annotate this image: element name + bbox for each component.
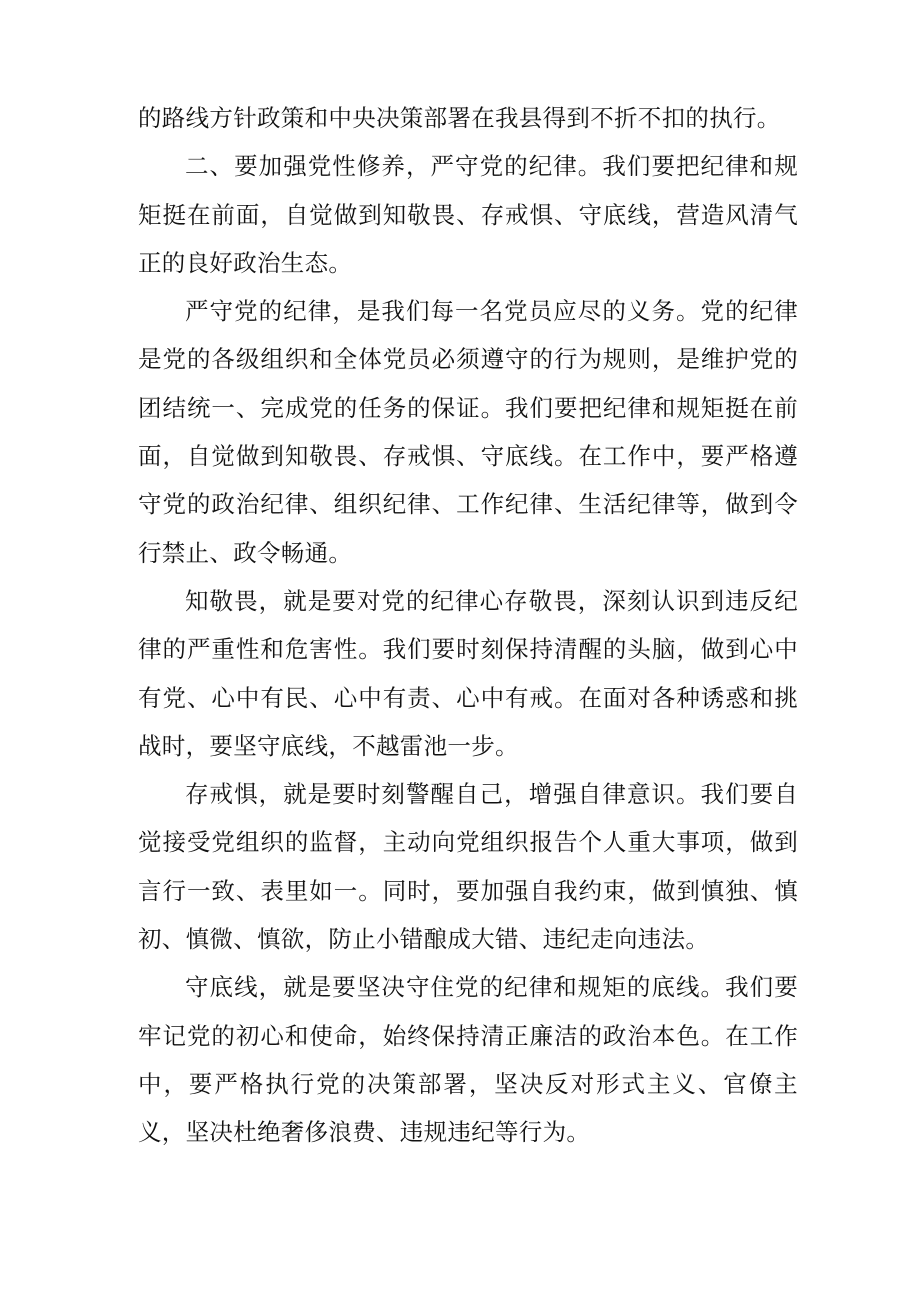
document-body (138, 94, 798, 1157)
paragraph-discipline: 严守党的纪律，是我们每一名党员应尽的义务。党的纪律是党的各级组织和全体党员必须遵守的行为规则，是维护党的团结统一、完成党的任务的保证。我们要把纪律和规矩挺在前面，自觉做到知敬畏、存戒惧、守底线。在工作中，要严格遵守党的政治纪律、组织纪律、工作纪律、生活纪律等，做到令行禁止、政令畅通。 (138, 297, 798, 567)
paragraph-reverence: 知敬畏，就是要对党的纪律心存敬畏，深刻认识到违反纪律的严重性和危害性。我们要时刻保持清醒的头脑，做到心中有党、心中有民、心中有责、心中有戒。在面对各种诱惑和挑战时，要坚守底线，不越雷池一步。 (138, 586, 798, 760)
paragraph-continuation: 的路线方针政策和中央决策部署在我县得到不折不扣的执行。 (138, 104, 781, 132)
paragraph-caution: 存戒惧，就是要时刻警醒自己，增强自律意识。我们要自觉接受党组织的监督，主动向党组织报告个人重大事项，做到言行一致、表里如一。同时，要加强自我约束，做到慎独、慎初、慎微、慎欲，防止小错酿成大错、违纪走向违法。 (138, 780, 798, 954)
paragraph-bottom-line: 守底线，就是要坚决守住党的纪律和规矩的底线。我们要牢记党的初心和使命，始终保持清正廉洁的政治本色。在工作中，要严格执行党的决策部署，坚决反对形式主义、官僚主义，坚决杜绝奢侈浪费、违规违纪等行为。 (138, 973, 798, 1147)
paragraph-section-heading: 二、要加强党性修养，严守党的纪律。我们要把纪律和规矩挺在前面，自觉做到知敬畏、存戒惧、守底线，营造风清气正的良好政治生态。 (138, 152, 798, 277)
